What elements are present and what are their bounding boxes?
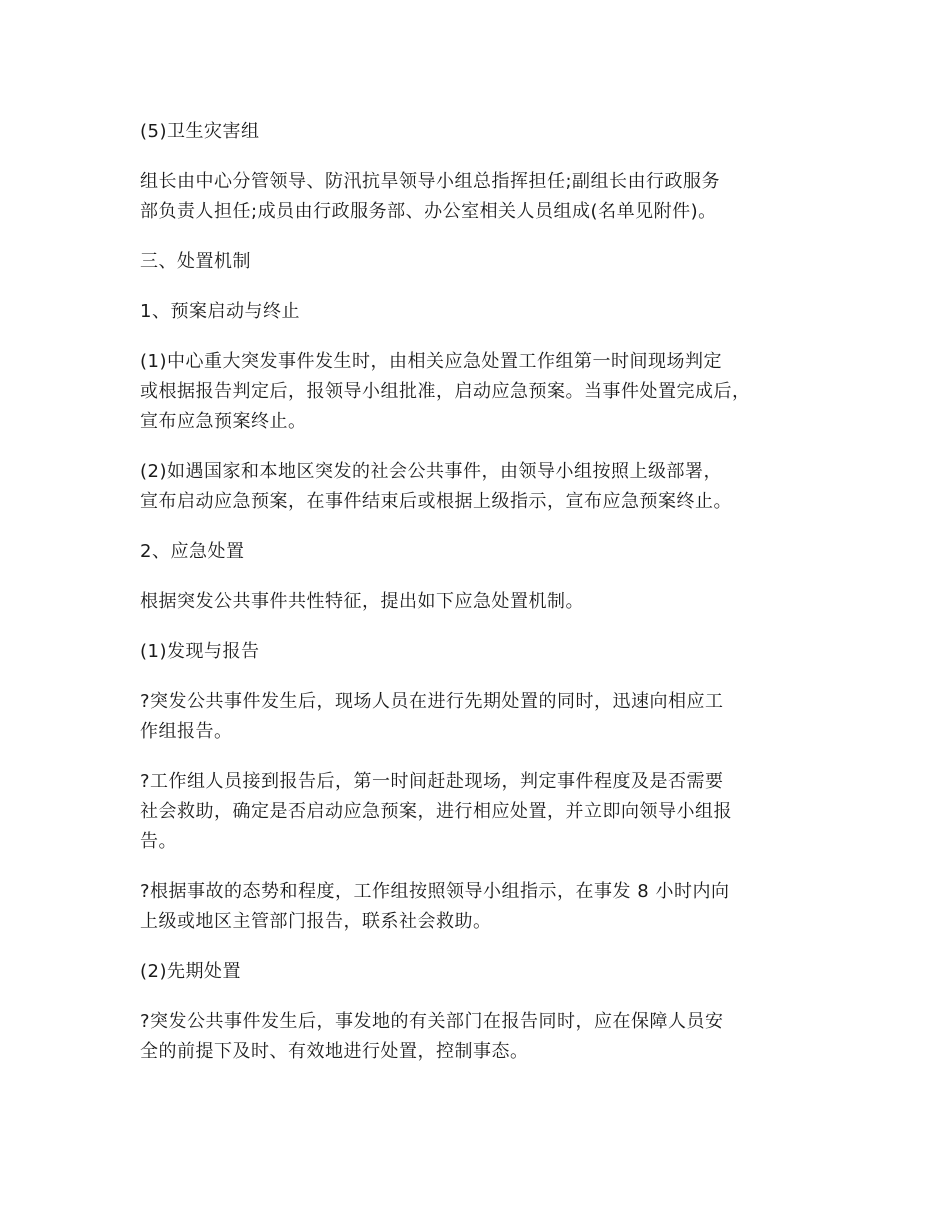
text-line: (2)如遇国家和本地区突发的社会公共事件，由领导小组按照上级部署， <box>140 461 722 482</box>
text-line: 上级或地区主管部门报告，联系社会救助。 <box>140 911 492 932</box>
text-line: (5)卫生灾害组 <box>140 121 260 142</box>
paragraph <box>140 687 830 747</box>
text-line: 告。 <box>140 831 177 852</box>
text-line: 全的前提下及时、有效地进行处置，控制事态。 <box>140 1041 529 1062</box>
text-line: 社会救助，确定是否启动应急预案，进行相应处置，并立即向领导小组报 <box>140 801 732 822</box>
paragraph <box>140 637 830 667</box>
paragraph <box>140 537 830 567</box>
text-line: 宣布启动应急预案，在事件结束后或根据上级指示，宣布应急预案终止。 <box>140 491 732 512</box>
text-line: ?工作组人员接到报告后，第一时间赶赴现场，判定事件程度及是否需要 <box>140 771 724 792</box>
text-line: (1)中心重大突发事件发生时，由相关应急处置工作组第一时间现场判定 <box>140 351 722 372</box>
text-line: ?突发公共事件发生后，事发地的有关部门在报告同时，应在保障人员安 <box>140 1011 724 1032</box>
text-line: 2、应急处置 <box>140 541 245 562</box>
paragraph <box>140 167 830 227</box>
paragraph <box>140 457 830 517</box>
text-line: (2)先期处置 <box>140 961 241 982</box>
paragraph <box>140 347 830 437</box>
text-line: ?突发公共事件发生后，现场人员在进行先期处置的同时，迅速向相应工 <box>140 691 724 712</box>
text-line: 部负责人担任;成员由行政服务部、办公室相关人员组成(名单见附件)。 <box>140 201 717 222</box>
text-line: 三、处置机制 <box>140 251 251 272</box>
text-line: 或根据报告判定后，报领导小组批准，启动应急预案。当事件处置完成后， <box>140 381 751 402</box>
paragraph <box>140 247 830 277</box>
text-line: (1)发现与报告 <box>140 641 260 662</box>
document-page <box>140 117 830 1087</box>
paragraph <box>140 957 830 987</box>
paragraph <box>140 877 830 937</box>
paragraph <box>140 297 830 327</box>
text-line: 宣布应急预案终止。 <box>140 411 307 432</box>
paragraph <box>140 767 830 857</box>
text-line: ?根据事故的态势和程度，工作组按照领导小组指示，在事发 8 小时内向 <box>140 881 730 902</box>
text-line: 组长由中心分管领导、防汛抗旱领导小组总指挥担任;副组长由行政服务 <box>140 171 721 192</box>
paragraph <box>140 117 830 147</box>
text-line: 1、预案启动与终止 <box>140 301 300 322</box>
text-line: 根据突发公共事件共性特征，提出如下应急处置机制。 <box>140 591 584 612</box>
text-line: 作组报告。 <box>140 721 233 742</box>
paragraph <box>140 587 830 617</box>
paragraph <box>140 1007 830 1067</box>
